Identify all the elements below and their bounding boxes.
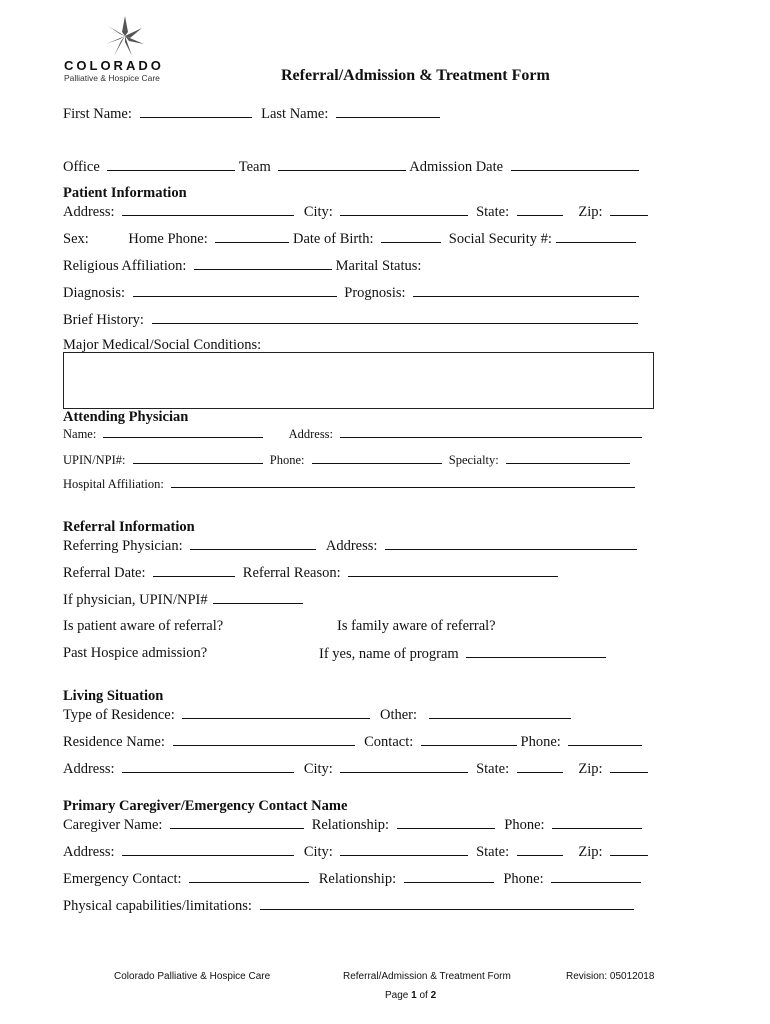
attending-physician-heading: Attending Physician bbox=[63, 409, 189, 425]
physician-specialty-label: Specialty: bbox=[448, 453, 499, 467]
patient-zip-field[interactable] bbox=[610, 203, 648, 216]
prognosis-label: Prognosis: bbox=[344, 285, 406, 301]
physician-specialty-field[interactable] bbox=[506, 453, 630, 464]
physical-capabilities-field[interactable] bbox=[260, 897, 634, 910]
form-title: Referral/Admission & Treatment Form bbox=[281, 67, 550, 84]
living-zip-label: Zip: bbox=[578, 761, 603, 777]
footer-form-name: Referral/Admission & Treatment Form bbox=[343, 971, 511, 982]
caregiver-relationship-label: Relationship: bbox=[311, 817, 390, 833]
page-prefix: Page bbox=[385, 990, 412, 1001]
living-state-label: State: bbox=[476, 761, 510, 777]
logo bbox=[64, 14, 184, 84]
office-label: Office bbox=[63, 159, 100, 175]
physician-name-row bbox=[63, 427, 642, 441]
referring-physician-field[interactable] bbox=[190, 537, 316, 550]
footer-org: Colorado Palliative & Hospice Care bbox=[114, 971, 271, 982]
residence-other-field[interactable] bbox=[429, 706, 571, 719]
admission-date-label: Admission Date bbox=[409, 159, 504, 175]
page-total: 2 bbox=[430, 990, 437, 1001]
caregiver-name-field[interactable] bbox=[170, 816, 304, 829]
program-name-field[interactable] bbox=[466, 645, 606, 658]
office-row bbox=[63, 158, 639, 175]
referral-date-row bbox=[63, 564, 558, 581]
physician-upin-field[interactable] bbox=[133, 453, 263, 464]
patient-city-label: City: bbox=[303, 204, 333, 220]
page-current: 1 bbox=[411, 990, 417, 1001]
caregiver-name-row bbox=[63, 816, 642, 833]
caregiver-relationship-field[interactable] bbox=[397, 816, 495, 829]
physician-phone-label: Phone: bbox=[269, 453, 305, 467]
emergency-relationship-field[interactable] bbox=[404, 870, 494, 883]
referral-reason-field[interactable] bbox=[348, 564, 558, 577]
program-name-label: If yes, name of program bbox=[319, 646, 459, 662]
team-field[interactable] bbox=[278, 158, 406, 171]
living-state-field[interactable] bbox=[517, 760, 563, 773]
emergency-contact-label: Emergency Contact: bbox=[63, 871, 182, 887]
referral-address-label: Address: bbox=[325, 538, 378, 554]
emergency-phone-field[interactable] bbox=[551, 870, 641, 883]
home-phone-label: Home Phone: bbox=[128, 231, 208, 247]
referral-date-label: Referral Date: bbox=[63, 565, 146, 581]
office-field[interactable] bbox=[107, 158, 235, 171]
hospital-affiliation-row bbox=[63, 477, 635, 491]
marital-status-label: Marital Status: bbox=[335, 258, 422, 274]
hospital-affiliation-field[interactable] bbox=[171, 477, 635, 488]
patient-address-label: Address: bbox=[63, 204, 115, 220]
caregiver-address-field[interactable] bbox=[122, 843, 294, 856]
referring-physician-row bbox=[63, 537, 637, 554]
caregiver-phone-field[interactable] bbox=[552, 816, 642, 829]
emergency-contact-row bbox=[63, 870, 641, 887]
caregiver-zip-field[interactable] bbox=[610, 843, 648, 856]
religion-field[interactable] bbox=[194, 257, 332, 270]
residence-contact-label: Contact: bbox=[364, 734, 414, 750]
sex-label: Sex: bbox=[63, 231, 89, 247]
last-name-field[interactable] bbox=[336, 105, 440, 118]
residence-contact-field[interactable] bbox=[421, 733, 517, 746]
caregiver-address-label: Address: bbox=[63, 844, 115, 860]
living-city-label: City: bbox=[303, 761, 333, 777]
caregiver-zip-label: Zip: bbox=[578, 844, 603, 860]
residence-type-row bbox=[63, 706, 571, 723]
logo-name: COLORADO bbox=[64, 58, 164, 73]
dob-field[interactable] bbox=[381, 230, 441, 243]
physician-address-field[interactable] bbox=[340, 427, 642, 438]
caregiver-phone-label: Phone: bbox=[504, 817, 545, 833]
first-name-row bbox=[63, 105, 440, 122]
patient-aware-label: Is patient aware of referral? bbox=[63, 618, 224, 634]
patient-address-field[interactable] bbox=[122, 203, 294, 216]
page-of: of bbox=[416, 990, 431, 1001]
emergency-relationship-label: Relationship: bbox=[318, 871, 397, 887]
ssn-label: Social Security #: bbox=[448, 231, 552, 247]
past-hospice-label: Past Hospice admission? bbox=[63, 645, 208, 661]
caregiver-heading: Primary Caregiver/Emergency Contact Name bbox=[63, 798, 348, 814]
first-name-label: First Name: bbox=[63, 106, 132, 122]
physician-address-label: Address: bbox=[288, 427, 334, 441]
living-zip-field[interactable] bbox=[610, 760, 648, 773]
residence-name-field[interactable] bbox=[173, 733, 355, 746]
caregiver-state-field[interactable] bbox=[517, 843, 563, 856]
diagnosis-label: Diagnosis: bbox=[63, 285, 126, 301]
patient-info-heading: Patient Information bbox=[63, 185, 187, 201]
star-flower-icon bbox=[100, 14, 150, 60]
patient-sex-row bbox=[63, 230, 636, 247]
referral-upin-field[interactable] bbox=[213, 591, 303, 604]
patient-state-label: State: bbox=[476, 204, 510, 220]
referring-physician-label: Referring Physician: bbox=[63, 538, 183, 554]
home-phone-field[interactable] bbox=[215, 230, 289, 243]
physical-capabilities-label: Physical capabilities/limitations: bbox=[63, 898, 252, 914]
patient-zip-label: Zip: bbox=[578, 204, 603, 220]
caregiver-name-label: Caregiver Name: bbox=[63, 817, 163, 833]
living-city-field[interactable] bbox=[340, 760, 468, 773]
physician-name-field[interactable] bbox=[103, 427, 263, 438]
prognosis-field[interactable] bbox=[413, 284, 639, 297]
living-situation-heading: Living Situation bbox=[63, 688, 164, 704]
admission-date-field[interactable] bbox=[511, 158, 639, 171]
patient-city-field[interactable] bbox=[340, 203, 468, 216]
residence-phone-field[interactable] bbox=[568, 733, 642, 746]
team-label: Team bbox=[238, 159, 271, 175]
patient-address-row bbox=[63, 203, 648, 220]
major-conditions-label: Major Medical/Social Conditions: bbox=[63, 337, 262, 353]
family-aware-label: Is family aware of referral? bbox=[337, 618, 496, 634]
emergency-contact-field[interactable] bbox=[189, 870, 309, 883]
residence-name-label: Residence Name: bbox=[63, 734, 165, 750]
referral-reason-label: Referral Reason: bbox=[242, 565, 341, 581]
patient-state-field[interactable] bbox=[517, 203, 563, 216]
footer-page-number bbox=[385, 990, 436, 1001]
diagnosis-row bbox=[63, 284, 639, 301]
physical-capabilities-row bbox=[63, 897, 634, 914]
ssn-field[interactable] bbox=[556, 230, 636, 243]
referral-address-field[interactable] bbox=[385, 537, 637, 550]
physician-phone-field[interactable] bbox=[312, 453, 442, 464]
referral-upin-row bbox=[63, 591, 303, 608]
referral-info-heading: Referral Information bbox=[63, 519, 195, 535]
physician-upin-label: UPIN/NPI#: bbox=[63, 453, 126, 467]
last-name-label: Last Name: bbox=[261, 106, 329, 122]
living-address-field[interactable] bbox=[122, 760, 294, 773]
physician-upin-row bbox=[63, 453, 630, 467]
referral-date-field[interactable] bbox=[153, 564, 235, 577]
diagnosis-field[interactable] bbox=[133, 284, 337, 297]
program-name-row bbox=[319, 645, 606, 662]
residence-name-row bbox=[63, 733, 642, 750]
caregiver-city-label: City: bbox=[303, 844, 333, 860]
living-address-row bbox=[63, 760, 648, 777]
first-name-field[interactable] bbox=[140, 105, 252, 118]
caregiver-address-row bbox=[63, 843, 648, 860]
referral-upin-label: If physician, UPIN/NPI# bbox=[63, 592, 208, 608]
residence-phone-label: Phone: bbox=[520, 734, 561, 750]
caregiver-city-field[interactable] bbox=[340, 843, 468, 856]
caregiver-state-label: State: bbox=[476, 844, 510, 860]
residence-type-label: Type of Residence: bbox=[63, 707, 175, 723]
major-conditions-box[interactable] bbox=[63, 352, 654, 409]
residence-type-field[interactable] bbox=[182, 706, 370, 719]
brief-history-label: Brief History: bbox=[63, 312, 144, 328]
footer-revision: Revision: 05012018 bbox=[566, 971, 655, 982]
residence-other-label: Other: bbox=[379, 707, 418, 723]
religion-label: Religious Affiliation: bbox=[63, 258, 187, 274]
emergency-phone-label: Phone: bbox=[503, 871, 544, 887]
physician-name-label: Name: bbox=[63, 427, 97, 441]
living-address-label: Address: bbox=[63, 761, 115, 777]
brief-history-field[interactable] bbox=[152, 311, 638, 324]
brief-history-row bbox=[63, 311, 638, 328]
religion-row bbox=[63, 257, 421, 274]
dob-label: Date of Birth: bbox=[293, 231, 374, 247]
hospital-affiliation-label: Hospital Affiliation: bbox=[63, 477, 164, 491]
logo-tagline: Palliative & Hospice Care bbox=[64, 73, 160, 83]
